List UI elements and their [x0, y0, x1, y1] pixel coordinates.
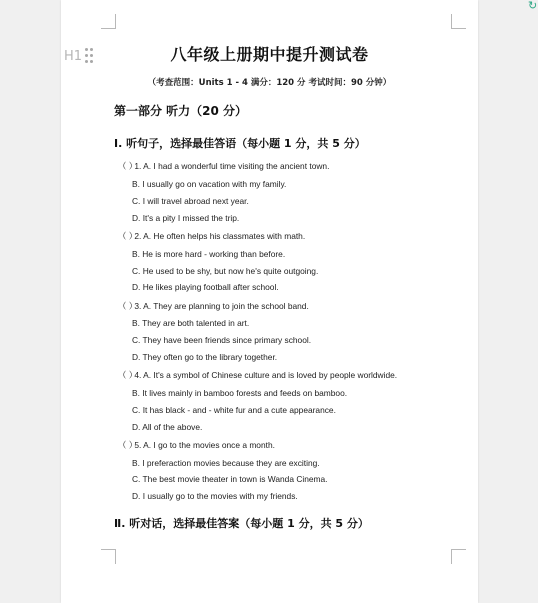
section-heading[interactable]: Ⅱ. 听对话，选择最佳答案（每小题 1 分，共 5 分） — [114, 517, 369, 530]
option-a: 2. A. He often helps his classmates with math. — [134, 231, 306, 241]
section-heading[interactable]: Ⅰ. 听句子，选择最佳答语（每小题 1 分，共 5 分） — [114, 137, 366, 150]
answer-blank: （ ） — [118, 301, 138, 311]
page-corner-mark — [101, 549, 116, 564]
document-subtitle[interactable]: （考查范围：Units 1 - 4 满分：120 分 考试时间：90 分钟） — [147, 78, 392, 88]
question-line[interactable] — [118, 439, 275, 451]
option-b[interactable]: B. I preferaction movies because they are exciting. — [132, 458, 320, 468]
option-a: 3. A. They are planning to join the school band. — [134, 301, 309, 311]
option-d[interactable]: D. All of the above. — [132, 422, 203, 432]
option-d[interactable]: D. They often go to the library together. — [132, 352, 278, 362]
question-line[interactable] — [118, 369, 397, 381]
option-c[interactable]: C. They have been friends since primary school. — [132, 335, 312, 345]
answer-blank: （ ） — [118, 440, 138, 450]
answer-blank: （ ） — [118, 370, 138, 380]
option-a: 5. A. I go to the movies once a month. — [134, 440, 275, 450]
document-title[interactable]: 八年级上册期中提升测试卷 — [170, 45, 369, 64]
heading-level-marker: H1 — [64, 49, 83, 64]
question-line[interactable] — [118, 300, 309, 312]
refresh-icon[interactable]: ↻ — [528, 0, 538, 12]
option-d[interactable]: D. It's a pity I missed the trip. — [132, 213, 240, 223]
option-a: 1. A. I had a wonderful time visiting the ancient town. — [134, 161, 330, 171]
option-b[interactable]: B. They are both talented in art. — [132, 318, 250, 328]
page-corner-mark — [101, 14, 116, 29]
page-corner-mark — [451, 549, 466, 564]
option-d[interactable]: D. I usually go to the movies with my friends. — [132, 491, 298, 501]
question-line[interactable] — [118, 230, 305, 242]
option-c[interactable]: C. It has black - and - white fur and a cute appearance. — [132, 405, 336, 415]
question-line[interactable] — [118, 160, 329, 172]
answer-blank: （ ） — [118, 231, 138, 241]
option-b[interactable]: B. It lives mainly in bamboo forests and feeds on bamboo. — [132, 388, 348, 398]
option-b[interactable]: B. I usually go on vacation with my family. — [132, 179, 287, 189]
option-d[interactable]: D. He likes playing football after school. — [132, 282, 279, 292]
option-b[interactable]: B. He is more hard - working than before. — [132, 249, 286, 259]
option-c[interactable]: C. He used to be shy, but now he's quite outgoing. — [132, 266, 319, 276]
option-c[interactable]: C. I will travel abroad next year. — [132, 196, 249, 206]
answer-blank: （ ） — [118, 161, 138, 171]
part-heading[interactable]: 第一部分 听力（20 分） — [114, 104, 248, 118]
option-a: 4. A. It's a symbol of Chinese culture and is loved by people worldwide. — [134, 370, 398, 380]
option-c[interactable]: C. The best movie theater in town is Wanda Cinema. — [132, 474, 328, 484]
page-corner-mark — [451, 14, 466, 29]
